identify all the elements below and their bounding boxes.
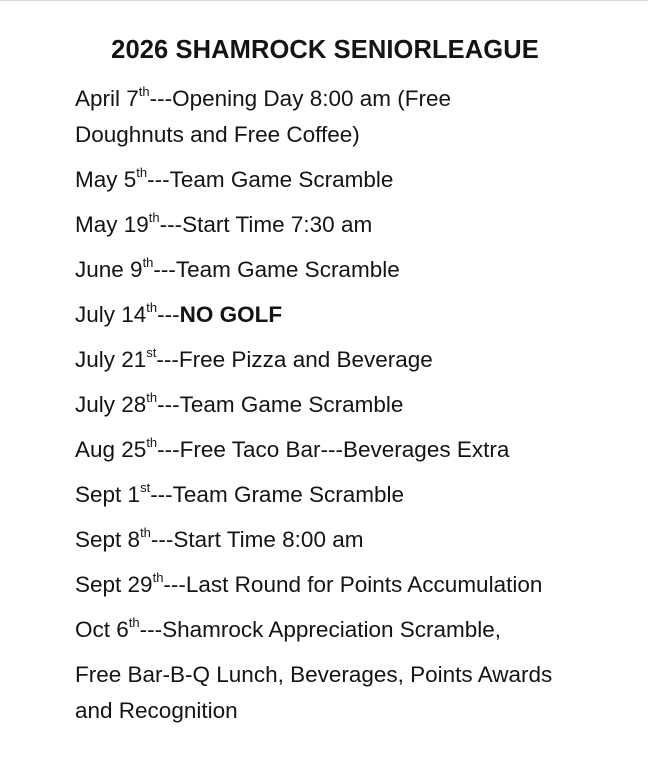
entry-date: July 21 [75, 347, 147, 372]
entry-separator: --- [150, 482, 173, 507]
entry-date: Aug 25 [75, 437, 147, 462]
entry-text: Team Game Scramble [175, 257, 400, 282]
entry-separator: --- [147, 167, 170, 192]
entry-separator: --- [150, 527, 174, 552]
entry-separator: --- [163, 572, 186, 597]
entry-date-suffix: th [142, 254, 154, 270]
schedule-entry-may-19 [75, 207, 635, 243]
entry-date-suffix: th [152, 569, 164, 585]
schedule-entry-sept-8 [75, 522, 635, 558]
entry-date-suffix: th [146, 434, 158, 450]
entry-date: Sept 29 [75, 572, 153, 597]
entry-date: May 5 [75, 167, 137, 192]
schedule-entry-oct-6 [75, 612, 635, 648]
document-title: 2026 SHAMROCK SENIORLEAGUE [111, 36, 539, 64]
entry-date: July 14 [75, 302, 147, 327]
entry-text: Team Game Scramble [179, 392, 404, 417]
schedule-entry-july-14 [75, 297, 635, 333]
entry-text: Free Taco Bar---Beverages Extra [179, 437, 510, 462]
entry-date-suffix: st [140, 479, 151, 495]
entry-date: May 19 [75, 212, 149, 237]
entry-separator: --- [153, 257, 176, 282]
entry-separator: --- [159, 212, 183, 237]
schedule-entry-april-7 [75, 81, 555, 153]
closing-paragraph: Free Bar-B-Q Lunch, Beverages, Points Awards and Recognition [75, 662, 553, 723]
entry-date-suffix: th [148, 209, 160, 225]
entry-text: Shamrock Appreciation Scramble, [162, 617, 502, 642]
schedule-entry-july-28 [75, 387, 635, 423]
entry-date: Sept 8 [75, 527, 141, 552]
top-divider [0, 0, 648, 1]
entry-text-bold: NO GOLF [179, 302, 283, 327]
entry-date-suffix: th [140, 524, 151, 540]
entry-text: Team Grame Scramble [172, 482, 404, 507]
entry-date-suffix: th [128, 614, 140, 630]
entry-date-suffix: th [138, 83, 150, 99]
entry-text: Free Pizza and Beverage [178, 347, 433, 372]
entry-date-suffix: th [146, 389, 158, 405]
entry-text: Start Time 8:00 am [173, 527, 364, 552]
schedule-entry-july-21 [75, 342, 635, 378]
schedule-entry-sept-29 [75, 567, 555, 603]
entry-text: Opening Day 8:00 am (Free Doughnuts and Free Coffee) [75, 86, 451, 147]
entry-separator: --- [156, 347, 179, 372]
schedule-entry-aug-25 [75, 432, 635, 468]
entry-date: Sept 1 [75, 482, 141, 507]
entry-separator: --- [157, 302, 180, 327]
entry-date-suffix: th [146, 299, 158, 315]
schedule-entry-sept-1 [75, 477, 635, 513]
schedule-entry-may-5 [75, 162, 635, 198]
entry-date-suffix: th [136, 164, 148, 180]
entry-date: June 9 [75, 257, 143, 282]
entry-separator: --- [139, 617, 163, 642]
entry-separator: --- [149, 86, 173, 111]
schedule-entry-june-9 [75, 252, 635, 288]
entry-date: July 28 [75, 392, 147, 417]
entry-text: Start Time 7:30 am [182, 212, 373, 237]
entry-separator: --- [157, 392, 180, 417]
schedule-list [75, 81, 635, 738]
entry-date-suffix: st [146, 344, 157, 360]
entry-text: Last Round for Points Accumulation [185, 572, 543, 597]
entry-separator: --- [157, 437, 180, 462]
entry-date: April 7 [75, 86, 139, 111]
entry-text: Team Game Scramble [169, 167, 394, 192]
entry-date: Oct 6 [75, 617, 129, 642]
